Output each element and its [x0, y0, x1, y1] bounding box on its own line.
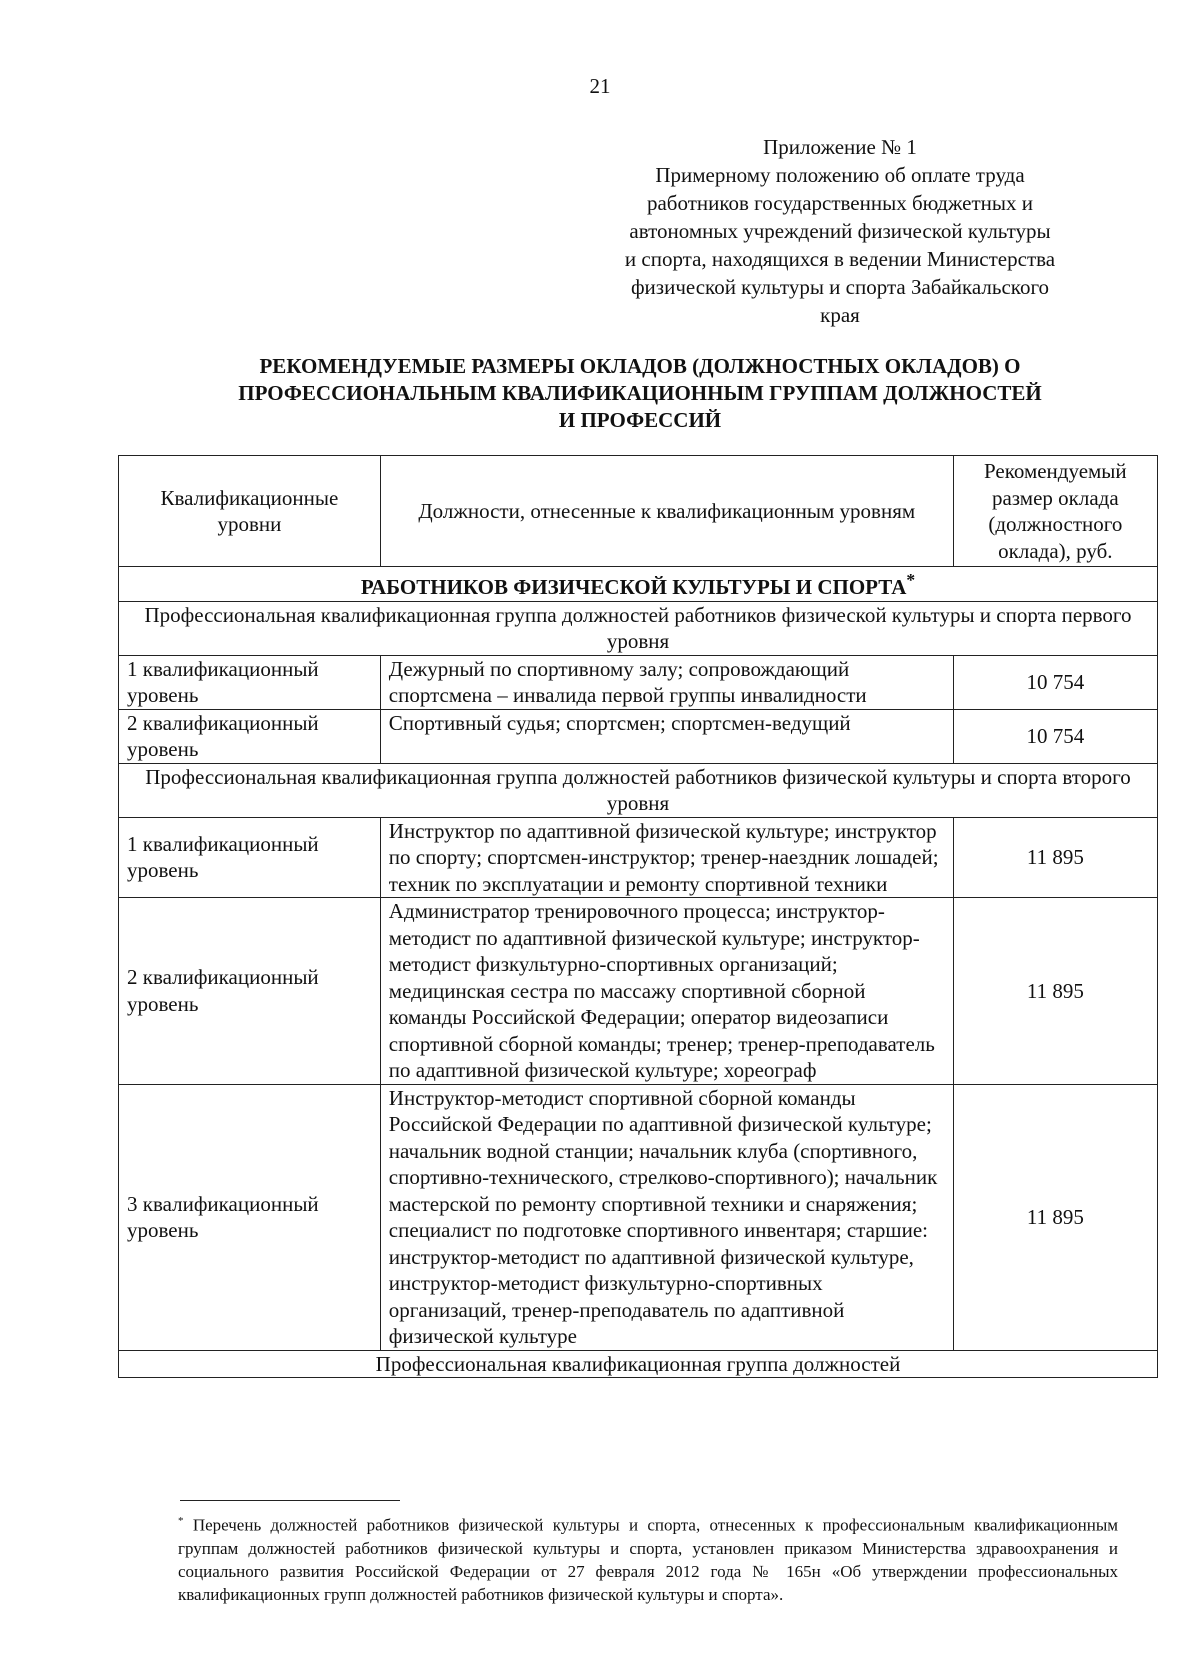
appendix-line: работников государственных бюджетных и — [646, 191, 1034, 215]
appendix-line: края — [820, 303, 860, 327]
footnote-separator — [180, 1500, 400, 1501]
table-row — [119, 655, 1158, 709]
salary-cell: 11 895 — [953, 898, 1157, 1085]
group-title: Профессиональная квалификационная группа должностей работников физической культуры и спорта первого уровня — [119, 601, 1158, 655]
salary-cell: 11 895 — [953, 1084, 1157, 1350]
group-title: Профессиональная квалификационная группа должностей работников физической культуры и спорта второго уровня — [119, 763, 1158, 817]
appendix-line: автономных учреждений физической культуры — [629, 219, 1051, 243]
title-line: И ПРОФЕССИЙ — [558, 408, 722, 432]
section-title — [119, 567, 1158, 602]
level-cell: 2 квалификационный уровень — [119, 709, 381, 763]
level-cell: 2 квалификационный уровень — [119, 898, 381, 1085]
appendix-line: Примерному положению об оплате труда — [655, 163, 1025, 187]
footnote-mark: * — [178, 1515, 184, 1527]
page-number: 21 — [589, 74, 611, 98]
section-title-row — [119, 567, 1158, 602]
appendix-line: физической культуры и спорта Забайкальского — [630, 275, 1050, 299]
salary-cell: 10 754 — [953, 655, 1157, 709]
header-salary: Рекомендуемый размер оклада (должностного оклада), руб. — [953, 456, 1157, 567]
salary-cell: 10 754 — [953, 709, 1157, 763]
document-title — [120, 353, 1160, 434]
footnote-text: Перечень должностей работников физической культуры и спорта, отнесенных к профессиональным квалификационным группам должностей работников физической культуры и спорта, установлен приказом Министерства здравоохранения и социального развития Российской Федерации от 27 февраля 2012 года № 165н «Об утверждении профессиональных квалификационных групп должностей работников физической культуры и спорта». — [178, 1515, 1119, 1604]
footnote — [178, 1510, 1118, 1606]
header-levels: Квалификационные уровни — [119, 456, 381, 567]
table-header-row — [119, 456, 1158, 567]
duties-cell: Спортивный судья; спортсмен; спортсмен-ведущий — [380, 709, 953, 763]
table-row — [119, 817, 1158, 898]
section-title-text: РАБОТНИКОВ ФИЗИЧЕСКОЙ КУЛЬТУРЫ И СПОРТА — [360, 575, 907, 599]
salary-cell: 11 895 — [953, 817, 1157, 898]
group-title-row — [119, 601, 1158, 655]
header-positions: Должности, отнесенные к квалификационным уровням — [380, 456, 953, 567]
level-cell: 1 квалификационный уровень — [119, 817, 381, 898]
group-title: Профессиональная квалификационная группа должностей — [119, 1350, 1158, 1378]
table-row — [119, 1084, 1158, 1350]
group-title-row — [119, 1350, 1158, 1378]
section-footnote-mark: * — [906, 570, 916, 590]
table-row — [119, 709, 1158, 763]
duties-cell: Инструктор по адаптивной физической культуре; инструктор по спорту; спортсмен-инструктор; тренер-наездник лошадей; техник по эксплуатации и ремонту спортивной техники — [380, 817, 953, 898]
level-cell: 3 квалификационный уровень — [119, 1084, 381, 1350]
title-line: ПРОФЕССИОНАЛЬНЫМ КВАЛИФИКАЦИОННЫМ ГРУППАМ ДОЛЖНОСТЕЙ — [238, 381, 1042, 405]
duties-cell: Инструктор-методист спортивной сборной команды Российской Федерации по адаптивной физической культуре; начальник водной станции; начальник клуба (спортивного, спортивно-технического, стрелково-спортивного); начальник мастерской по ремонту спортивной техники и снаряжения; специалист по подготовке спортивного инвентаря; старшие: инструктор-методист по адаптивной физической культуре, инструктор-методист физкультурно-спортивных организаций, тренер-преподаватель по адаптивной физической культуре — [380, 1084, 953, 1350]
duties-cell: Дежурный по спортивному залу; сопровождающий спортсмена – инвалида первой группы инвалидности — [380, 655, 953, 709]
level-cell: 1 квалификационный уровень — [119, 655, 381, 709]
salary-table — [118, 455, 1158, 1378]
group-title-row — [119, 763, 1158, 817]
appendix-line: и спорта, находящихся в ведении Министерства — [624, 247, 1056, 271]
appendix-block — [595, 133, 1085, 329]
title-line: РЕКОМЕНДУЕМЫЕ РАЗМЕРЫ ОКЛАДОВ (ДОЛЖНОСТНЫХ ОКЛАДОВ) О — [259, 354, 1021, 378]
duties-cell: Администратор тренировочного процесса; инструктор-методист по адаптивной физической культуре; инструктор-методист физкультурно-спортивных организаций; медицинская сестра по массажу спортивной сборной команды Российской Федерации; оператор видеозаписи спортивной сборной команды; тренер; тренер-преподаватель по адаптивной физической культуре; хореограф — [380, 898, 953, 1085]
table-row — [119, 898, 1158, 1085]
appendix-label: Приложение № 1 — [763, 135, 917, 159]
